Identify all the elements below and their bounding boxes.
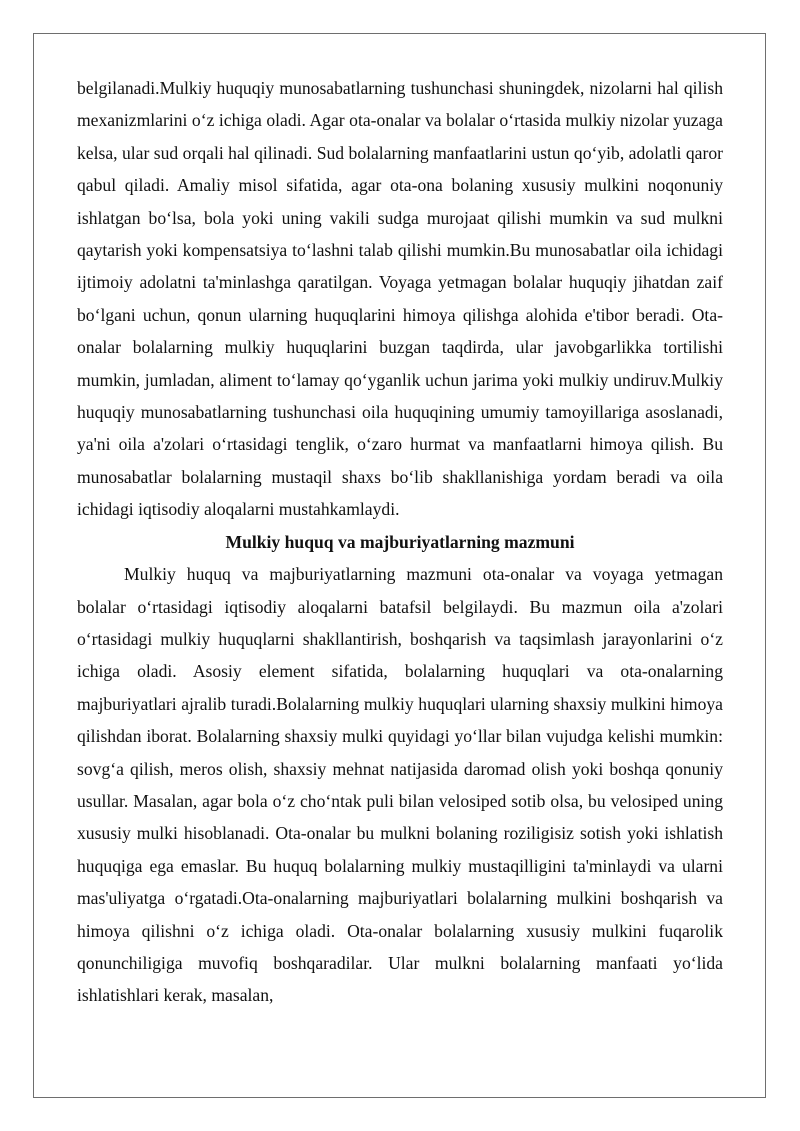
section-heading: Mulkiy huquq va majburiyatlarning mazmuni bbox=[225, 531, 575, 552]
body-paragraph: Mulkiy huquq va majburiyatlarning mazmuni ota-onalar va voyaga yetmagan bolalar o‘rtasidagi iqtisodiy aloqalarni batafsil belgilaydi. Bu mazmun oila a'zolari o‘rtasidagi mulkiy huquqlarni shakllantirish, boshqarish va taqsimlash jarayonlarini o‘z ichiga oladi. Asosiy element sifatida, bolalarning huquqlari va ota-onalarning majburiyatlari ajralib turadi.Bolalarning mulkiy huquqlari ularning shaxsiy mulkini himoya qilishdan iborat. Bolalarning shaxsiy mulki quyidagi yo‘llar bilan vujudga kelishi mumkin: sovg‘a qilish, meros olish, shaxsiy mehnat natijasida daromad olish yoki boshqa qonuniy usullar. Masalan, agar bola o‘z cho‘ntak puli bilan velosiped sotib olsa, bu velosiped uning xususiy mulki hisoblanadi. Ota-onalar bu mulkni bolaning roziligisiz sotish yoki ishlatish huquqiga ega emaslar. Bu huquq bolalarning mulkiy mustaqilligini ta'minlaydi va ularni mas'uliyatga o‘rgatadi.Ota-onalarning majburiyatlari bolalarning mulkini boshqarish va himoya qilishni o‘z ichiga oladi. Ota-onalar bolalarning xususiy mulkini fuqarolik qonunchiligiga muvofiq boshqaradilar. Ular mulkni bolalarning manfaati yo‘lida ishlatishlari kerak, masalan, bbox=[77, 564, 723, 1006]
document-body bbox=[77, 72, 723, 1012]
body-paragraph: belgilanadi.Mulkiy huquqiy munosabatlarning tushunchasi shuningdek, nizolarni hal qilish mexanizmlarini o‘z ichiga oladi. Agar ota-onalar va bolalar o‘rtasida mulkiy nizolar yuzaga kelsa, ular sud orqali hal qilinadi. Sud bolalarning manfaatlarini ustun qo‘yib, adolatli qaror qabul qiladi. Amaliy misol sifatida, agar ota-ona bolaning xususiy mulkini noqonuniy ishlatgan bo‘lsa, bola yoki uning vakili sudga murojaat qilishi mumkin va sud mulkni qaytarish yoki kompensatsiya to‘lashni talab qilishi mumkin.Bu munosabatlar oila ichidagi ijtimoiy adolatni ta'minlashga qaratilgan. Voyaga yetmagan bolalar huquqiy jihatdan zaif bo‘lgani uchun, qonun ularning huquqlarini himoya qilishga alohida e'tibor beradi. Ota-onalar bolalarning mulkiy huquqlarini buzgan taqdirda, ular javobgarlikka tortilishi mumkin, jumladan, aliment to‘lamay qo‘yganlik uchun jarima yoki mulkiy undiruv.Mulkiy huquqiy munosabatlarning tushunchasi oila huquqining umumiy tamoyillariga asoslanadi, ya'ni oila a'zolari o‘rtasidagi tenglik, o‘zaro hurmat va manfaatlarni himoya qilish. Bu munosabatlar bolalarning mustaqil shaxs bo‘lib shakllanishiga yordam beradi va oila ichidagi iqtisodiy aloqalarni mustahkamlaydi. bbox=[77, 78, 723, 520]
